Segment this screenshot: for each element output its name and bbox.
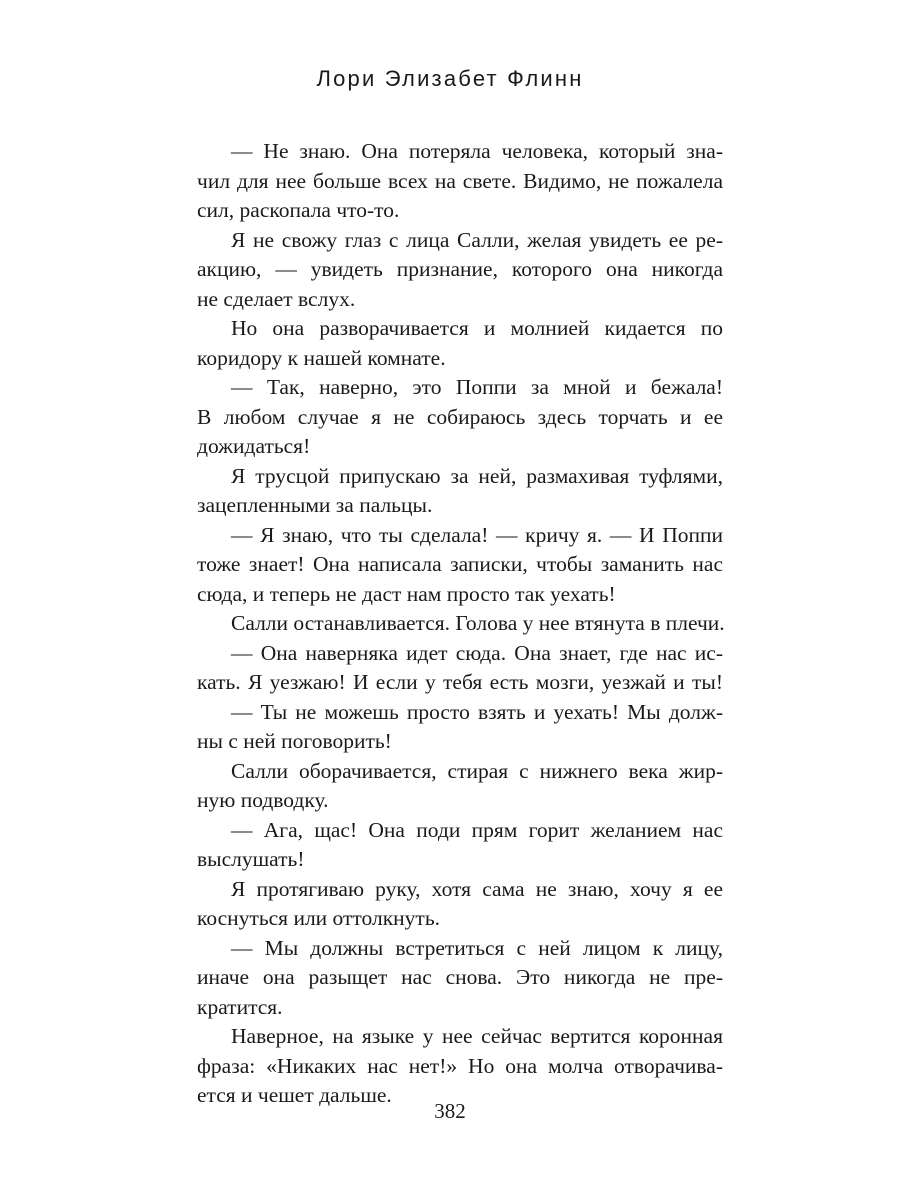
text-line: кать. Я уезжаю! И если у тебя есть мозги, уезжай и ты! (197, 670, 723, 694)
text-line: — Не знаю. Она потеряла человека, который зна- (231, 139, 723, 163)
text-line: кратится. (197, 994, 283, 1019)
text-line: коридору к нашей комнате. (197, 345, 446, 370)
text-line: Салли оборачивается, стирая с нижнего века жир- (231, 758, 723, 783)
text-line: коснуться или оттолкнуть. (197, 906, 441, 930)
text-line: Но она разворачивается и молнией кидается по (231, 316, 723, 340)
text-line: — Ага, щас! Она поди прям горит желанием нас (231, 817, 723, 842)
body-text (197, 137, 723, 1111)
text-line: выслушать! (197, 847, 305, 871)
text-line: Салли останавливается. Голова у нее втянута в плечи. (231, 611, 725, 635)
text-line: ется и чешет дальше. (197, 1083, 392, 1107)
text-line: Я протягиваю руку, хотя сама не знаю, хочу я ее (231, 876, 723, 901)
text-line: сил, раскопала что-то. (197, 198, 400, 222)
text-line: — Ты не можешь просто взять и уехать! Мы долж- (231, 699, 723, 724)
text-line: Наверное, на языке у нее сейчас вертится коронная (231, 1024, 723, 1048)
text-line: Я трусцой припускаю за ней, размахивая туфлями, (231, 463, 723, 488)
text-line: не сделает вслух. (197, 286, 356, 311)
text-line: иначе она разыщет нас снова. Это никогда не пре- (197, 965, 723, 989)
text-line: зацепленными за пальцы. (197, 493, 433, 517)
text-line: ную подводку. (197, 788, 329, 812)
text-line: — Мы должны встретиться с ней лицом к лицу, (231, 935, 723, 960)
text-line: ны с ней поговорить! (197, 729, 392, 753)
text-line: — Она наверняка идет сюда. Она знает, где нас ис- (231, 640, 723, 665)
text-line: тоже знает! Она написала записки, чтобы заманить нас (197, 552, 723, 576)
text-line: дожидаться! (197, 434, 311, 458)
text-line: Я не свожу глаз с лица Салли, желая увидеть ее ре- (231, 227, 723, 252)
running-head: Лори Элизабет Флинн (316, 66, 584, 91)
text-line: фраза: «Никаких нас нет!» Но она молча отворачива- (197, 1053, 723, 1078)
text-line: сюда, и теперь не даст нам просто так уехать! (197, 581, 616, 606)
page-number: 382 (434, 1099, 466, 1123)
text-line: — Я знаю, что ты сделала! — кричу я. — И Поппи (231, 522, 723, 547)
text-line: чил для нее больше всех на свете. Видимо, не пожалела (197, 168, 723, 193)
text-line: — Так, наверно, это Поппи за мной и бежала! (231, 375, 723, 399)
text-line: акцию, — увидеть признание, которого она никогда (197, 257, 723, 281)
text-line: В любом случае я не собираюсь здесь торчать и ее (197, 404, 723, 429)
